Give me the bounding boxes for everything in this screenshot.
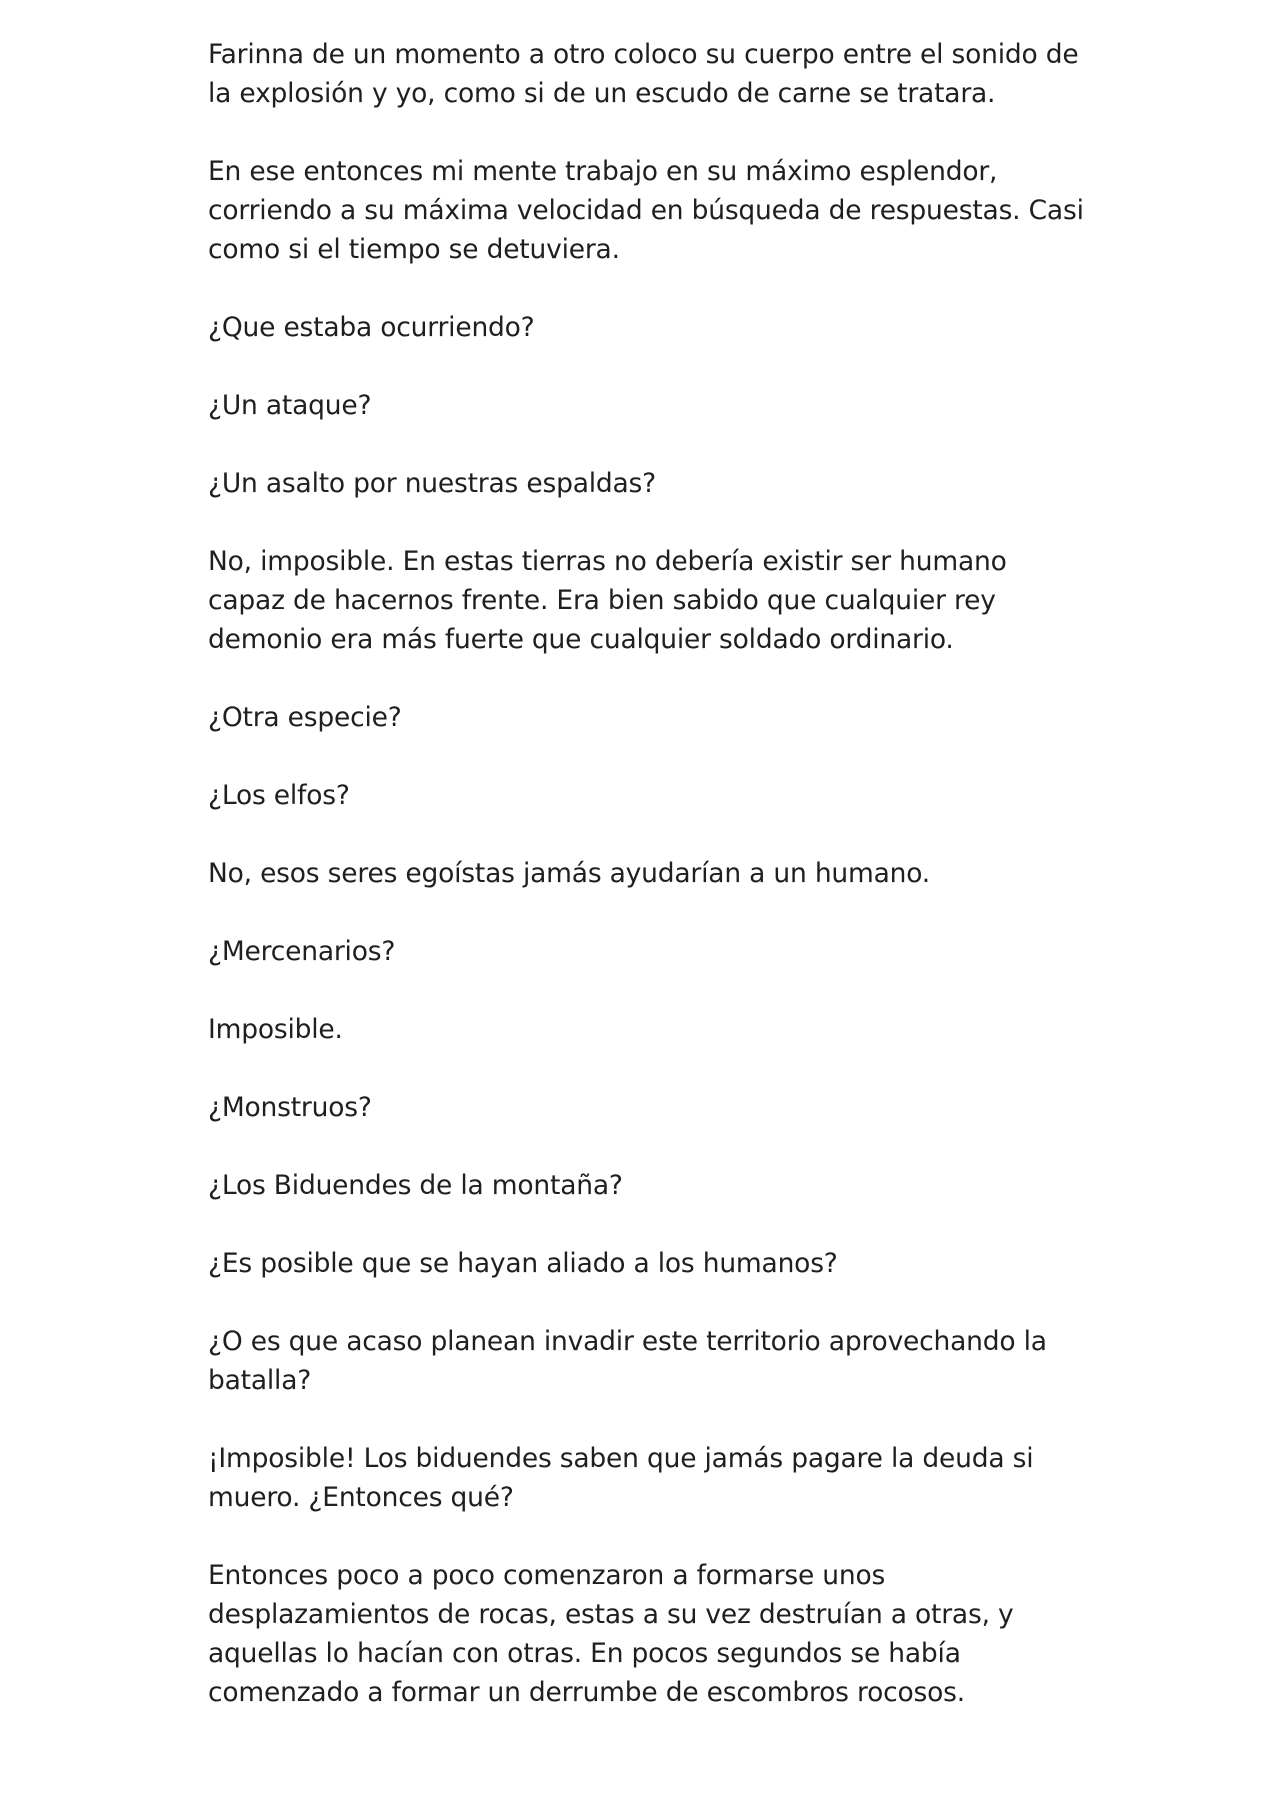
paragraph: ¿Los Biduendes de la montaña?	[208, 1170, 623, 1201]
paragraph: ¿Los elfos?	[208, 780, 350, 811]
paragraph: Farinna de un momento a otro coloco su cuerpo entre el sonido de la explosión y yo, como si de un escudo de carne se tratara.	[208, 39, 1079, 109]
paragraph: ¡Imposible! Los biduendes saben que jamás pagare la deuda si muero. ¿Entonces qué?	[208, 1443, 1034, 1513]
story-text	[208, 35, 1088, 1712]
paragraph: ¿Un ataque?	[208, 390, 372, 421]
paragraph: ¿O es que acaso planean invadir este territorio aprovechando la batalla?	[208, 1326, 1047, 1396]
paragraph: ¿Otra especie?	[208, 702, 402, 733]
paragraph: ¿Es posible que se hayan aliado a los humanos?	[208, 1248, 838, 1279]
paragraph: ¿Mercenarios?	[208, 936, 396, 967]
paragraph: Imposible.	[208, 1014, 343, 1045]
paragraph: ¿Que estaba ocurriendo?	[208, 312, 535, 343]
paragraph: No, imposible. En estas tierras no debería existir ser humano capaz de hacernos frente. Era bien sabido que cualquier rey demonio era más fuerte que cualquier soldado ordinario.	[208, 546, 1007, 655]
paragraph: ¿Un asalto por nuestras espaldas?	[208, 468, 657, 499]
paragraph: ¿Monstruos?	[208, 1092, 372, 1123]
paragraph: No, esos seres egoístas jamás ayudarían a un humano.	[208, 858, 931, 889]
paragraph: Entonces poco a poco comenzaron a formarse unos desplazamientos de rocas, estas a su vez destruían a otras, y aquellas lo hacían con otras. En pocos segundos se había comenzado a formar un derrumbe de escombros rocosos.	[208, 1560, 1014, 1708]
paragraph: En ese entonces mi mente trabajo en su máximo esplendor, corriendo a su máxima velocidad en búsqueda de respuestas. Casi como si el tiempo se detuviera.	[208, 156, 1084, 265]
